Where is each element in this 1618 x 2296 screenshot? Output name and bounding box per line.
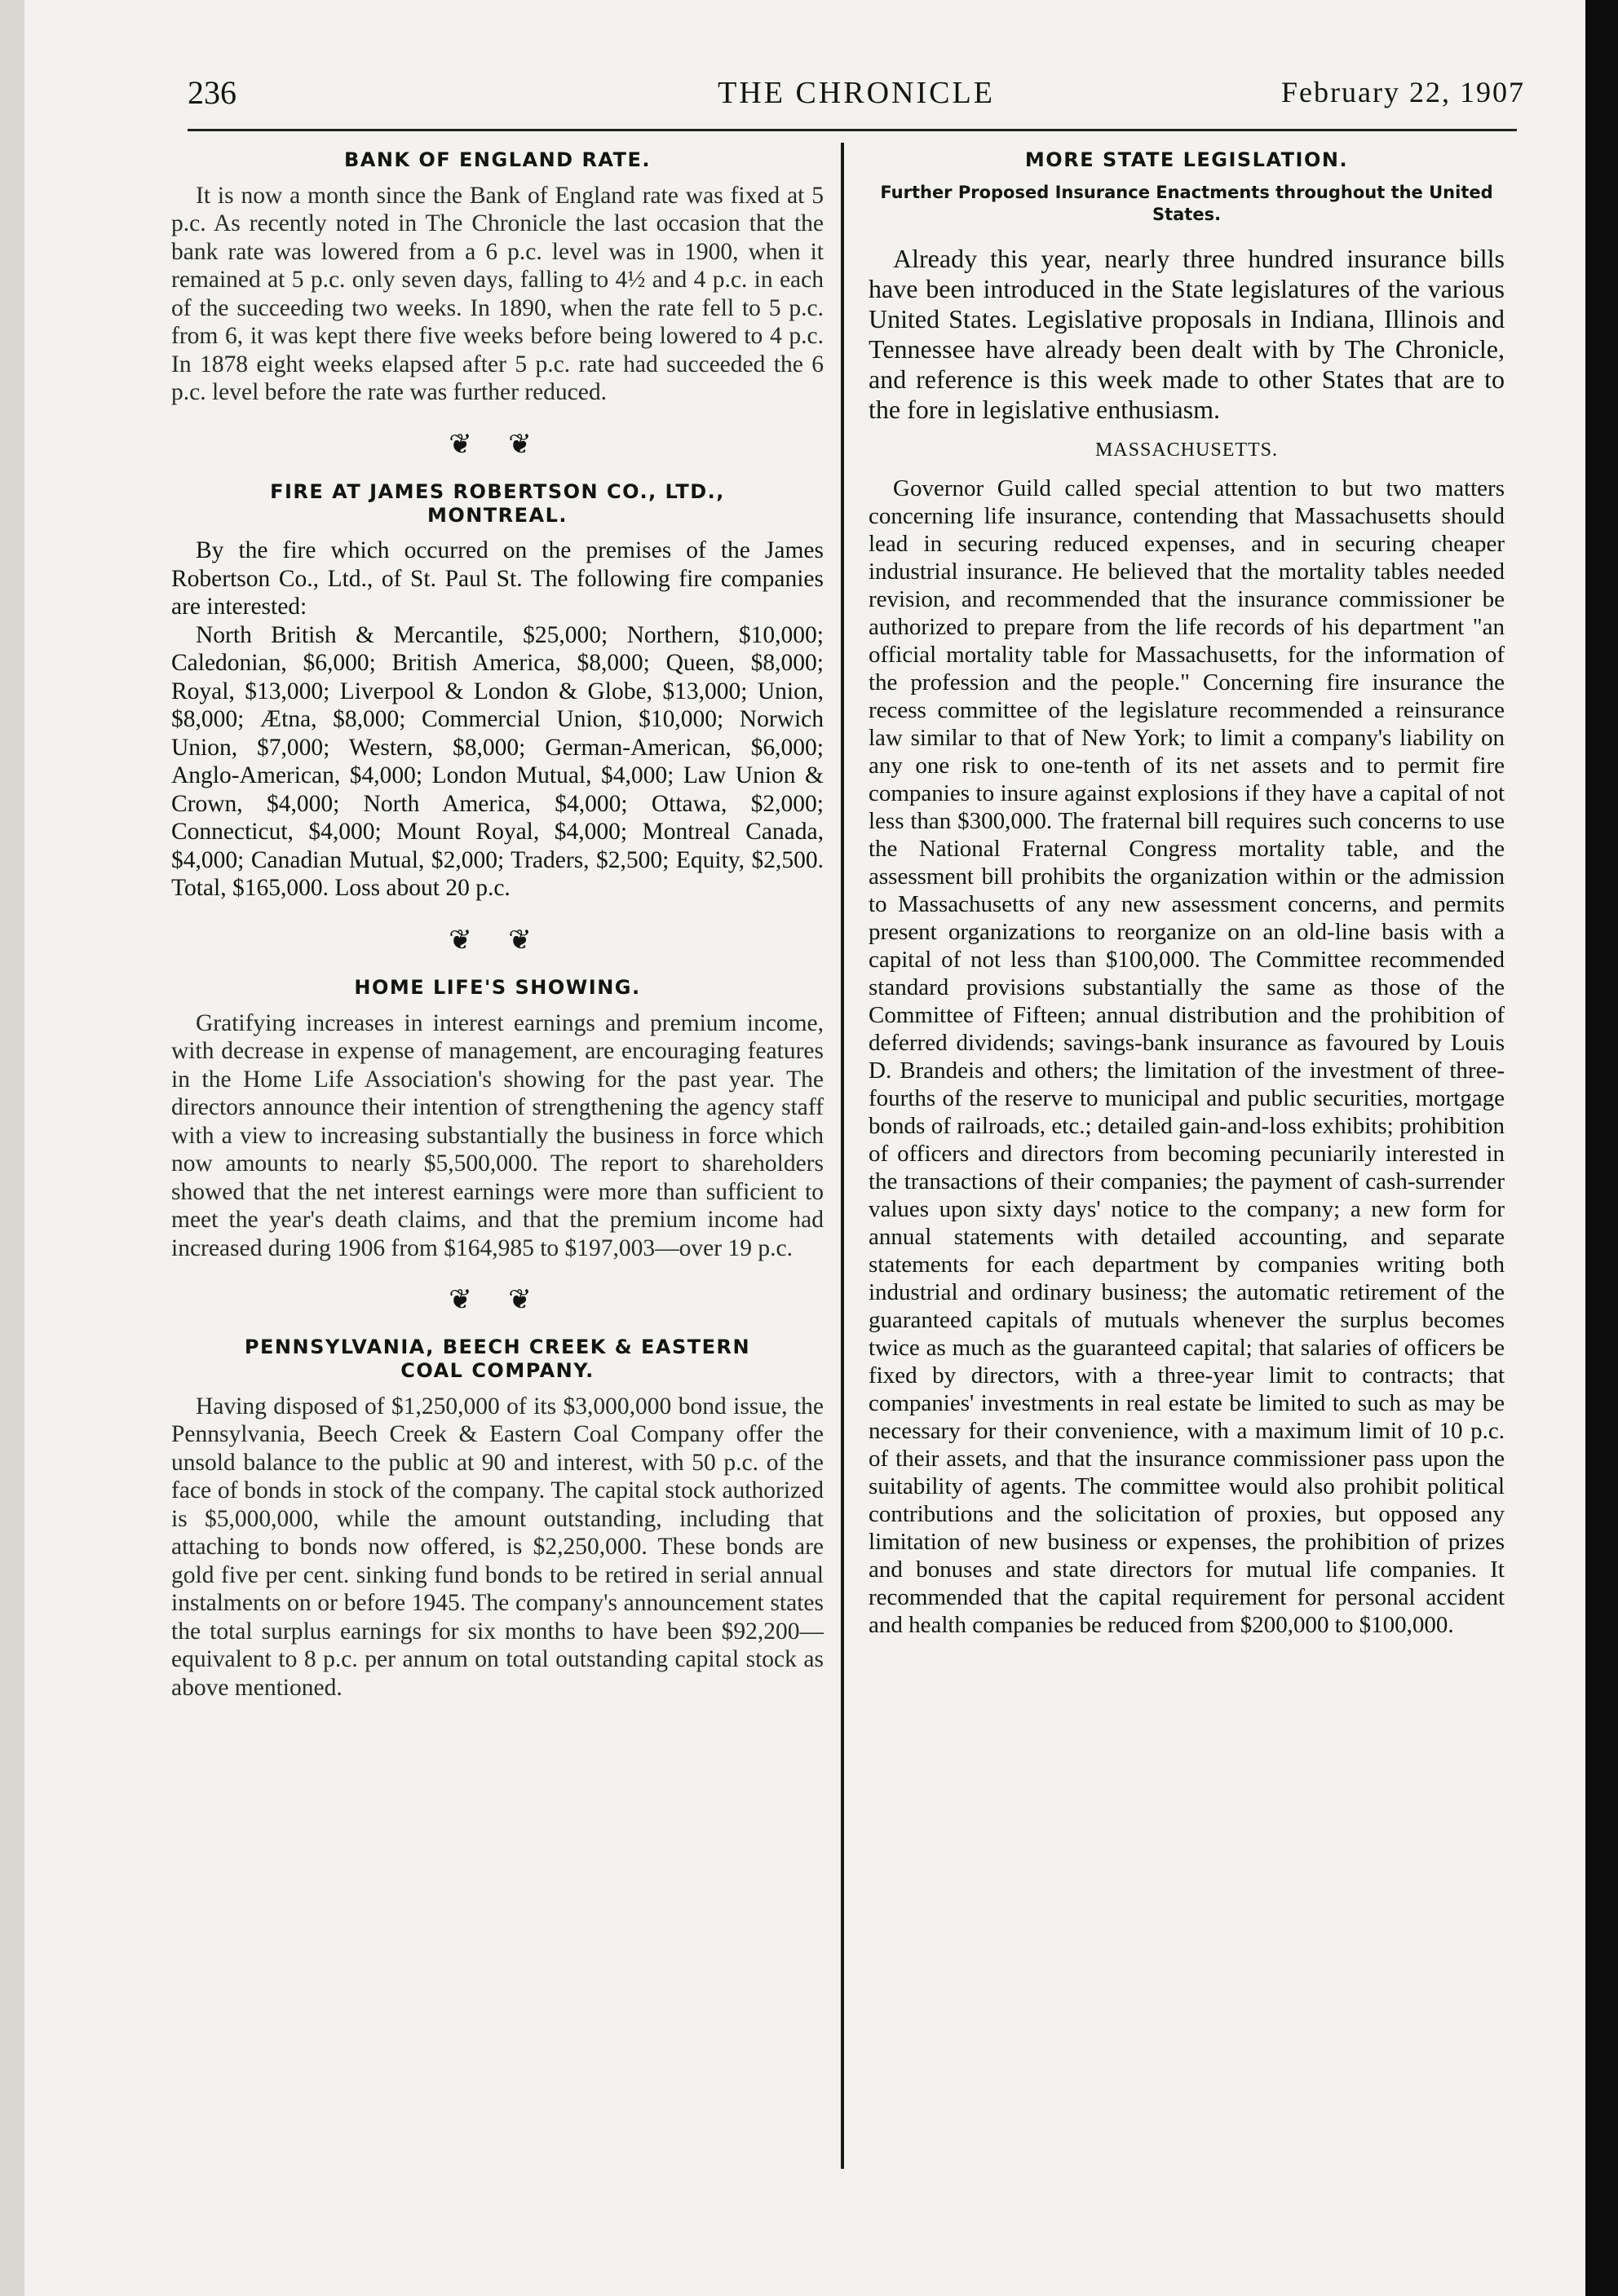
page-edge-right — [1585, 0, 1618, 2296]
article-title: BANK OF ENGLAND RATE. — [343, 148, 652, 171]
ornament-divider: ❦ ❦ — [449, 925, 546, 956]
newspaper-page — [24, 0, 1603, 2296]
right-column — [869, 148, 1505, 1639]
page-number: 236 — [188, 74, 237, 111]
article-pennsylvania — [171, 1336, 824, 1702]
left-column — [171, 148, 824, 1702]
page-header — [188, 65, 1525, 122]
ornament-divider: ❦ ❦ — [449, 1285, 546, 1316]
issue-date: February 22, 1907 — [1281, 76, 1525, 108]
article-title-line2: COAL COMPANY. — [400, 1358, 595, 1382]
header-rule — [188, 129, 1517, 131]
article-bank-rate — [171, 148, 824, 407]
article-title: FIRE AT JAMES ROBERTSON CO., LTD., — [270, 479, 725, 503]
article-home-life — [171, 976, 824, 1262]
page-edge-left — [0, 0, 24, 2296]
article-title: PENNSYLVANIA, BEECH CREEK & EASTERN — [244, 1336, 751, 1359]
article-title: HOME LIFE'S SHOWING. — [354, 975, 641, 999]
article-subtitle: Further Proposed Insurance Enactments throughout the United States. — [880, 182, 1493, 225]
article-title-line2: MONTREAL. — [427, 503, 568, 527]
article-body: Governor Guild called special attention to but two matters concerning life insurance, contending that Massachusetts should lead in securing reduced expenses, and in securing cheaper industrial insurance. He believed that the mortality tables needed revision, and recommended that the insurance commissioner be authorized to prepare from the life records of his department "an official mortality table for Massachusetts, for the information of the profession and the people." Concerning fire insurance the recess committee of the legislature recommended a reinsurance law similar to that of New York; to limit a company's liability on any one risk to one-tenth of its net assets and to permit fire companies to insure against explosions if they have a capital of not less than $300,000. The fraternal bill requires such concerns to use the National Fraternal Congress mortality table, and the assessment bill prohibits the organization within or the admission to Massachusetts of any new assessment concerns, and permits present organizations to reorganize on an old-line basis with a capital of not less than $100,000. The Committee recommended standard provisions substantially the same as those of the Committee of Fifteen; annual distribution and the prohibition of deferred dividends; savings-bank insurance as favoured by Louis D. Brandeis and others; the limitation of the investment of three-fourths of the reserve to municipal and public securities, mortgage bonds of railroads, etc.; detailed gain-and-loss exhibits; prohibition of officers and directors from becoming pecuniarily interested in the transactions of their companies; the payment of cash-surrender values upon sixty days' notice to the company; a new form for annual statements with detailed accounting, and separate statements for each department by companies writing both industrial and ordinary business; the automatic retirement of the guaranteed capitals of mutuals whenever the surplus becomes twice as much as the guaranteed capital; that salaries of officers be fixed by directors, with a three-year limit to contracts; that companies' investments in real estate be limited to such as may be necessary for their convenience, with a maximum limit of 10 p.c. of their assets, and that the insurance commissioner pass upon the suitability of agents. The committee would also prohibit political contributions and the solicitation of proxies, but opposed any limitation of new business or expenses, the prohibition of prizes and bonuses and state directors for mutual life companies. It recommended that the capital requirement for personal accident and health companies be reduced from $200,000 to $100,000. — [869, 475, 1505, 1639]
column-rule — [841, 143, 844, 2169]
article-intro: By the fire which occurred on the premises of the James Robertson Co., Ltd., of St. Paul St. The following fire companies are interested: — [171, 537, 824, 620]
article-lead: Already this year, nearly three hundred insurance bills have been introduced in the State legislatures of the various United States. Legislative proposals in Indiana, Illinois and Tennessee have already been dealt with by The Chronicle, and reference is this week made to other States that are to the fore in legislative enthusiasm. — [869, 244, 1505, 425]
article-body: North British & Mercantile, $25,000; Northern, $10,000; Caledonian, $6,000; British America, $8,000; Queen, $8,000; Royal, $13,000; Liverpool & London & Globe, $13,000; Union, $8,000; Ætna, $8,000; Commercial Union, $10,000; Norwich Union, $7,000; Western, $8,000; German-American, $6,000; Anglo-American, $4,000; London Mutual, $4,000; Law Union & Crown, $4,000; North America, $4,000; Ottawa, $2,000; Connecticut, $4,000; Mount Royal, $4,000; Montreal Canada, $4,000; Canadian Mutual, $2,000; Traders, $2,500; Equity, $2,500. Total, $165,000. Loss about 20 p.c. — [171, 621, 824, 902]
article-body: It is now a month since the Bank of England rate was fixed at 5 p.c. As recently noted in The Chronicle the last occasion that the bank rate was lowered from a 6 p.c. level was in 1900, when it remained at 5 p.c. only seven days, falling to 4½ and 4 p.c. in each of the succeeding two weeks. In 1890, when the rate fell to 5 p.c. from 6, it was kept there five weeks before being lowered to 4 p.c. In 1878 eight weeks elapsed after 5 p.c. rate had succeeded the 6 p.c. level before the rate was further reduced. — [171, 182, 824, 406]
article-body: Gratifying increases in interest earnings and premium income, with decrease in expense of management, are encouraging features in the Home Life Association's showing for the past year. The directors announce their intention of strengthening the agency staff with a view to increasing substantially the business in force which now amounts to nearly $5,500,000. The report to shareholders showed that the net interest earnings were more than sufficient to meet the year's death claims, and that the premium income had increased during 1906 from $164,985 to $197,003—over 19 p.c. — [171, 1009, 824, 1261]
running-title: THE CHRONICLE — [718, 76, 995, 110]
section-heading: MASSACHUSETTS. — [1094, 439, 1279, 461]
ornament-divider: ❦ ❦ — [449, 429, 546, 460]
article-fire — [171, 480, 824, 903]
article-body: Having disposed of $1,250,000 of its $3,000,000 bond issue, the Pennsylvania, Beech Creek & Eastern Coal Company offer the unsold balance to the public at 90 and interest, with 50 p.c. of the face of bonds in stock of the company. The capital stock authorized is $5,000,000, while the amount outstanding, including that attaching to bonds now offered, is $2,250,000. These bonds are gold five per cent. sinking fund bonds to be retired in serial annual instalments on or before 1945. The company's announcement states the total surplus earnings for six months to have been $92,200—equivalent to 8 p.c. per annum on total outstanding capital stock as above mentioned. — [171, 1393, 824, 1701]
article-title: MORE STATE LEGISLATION. — [1024, 148, 1349, 171]
